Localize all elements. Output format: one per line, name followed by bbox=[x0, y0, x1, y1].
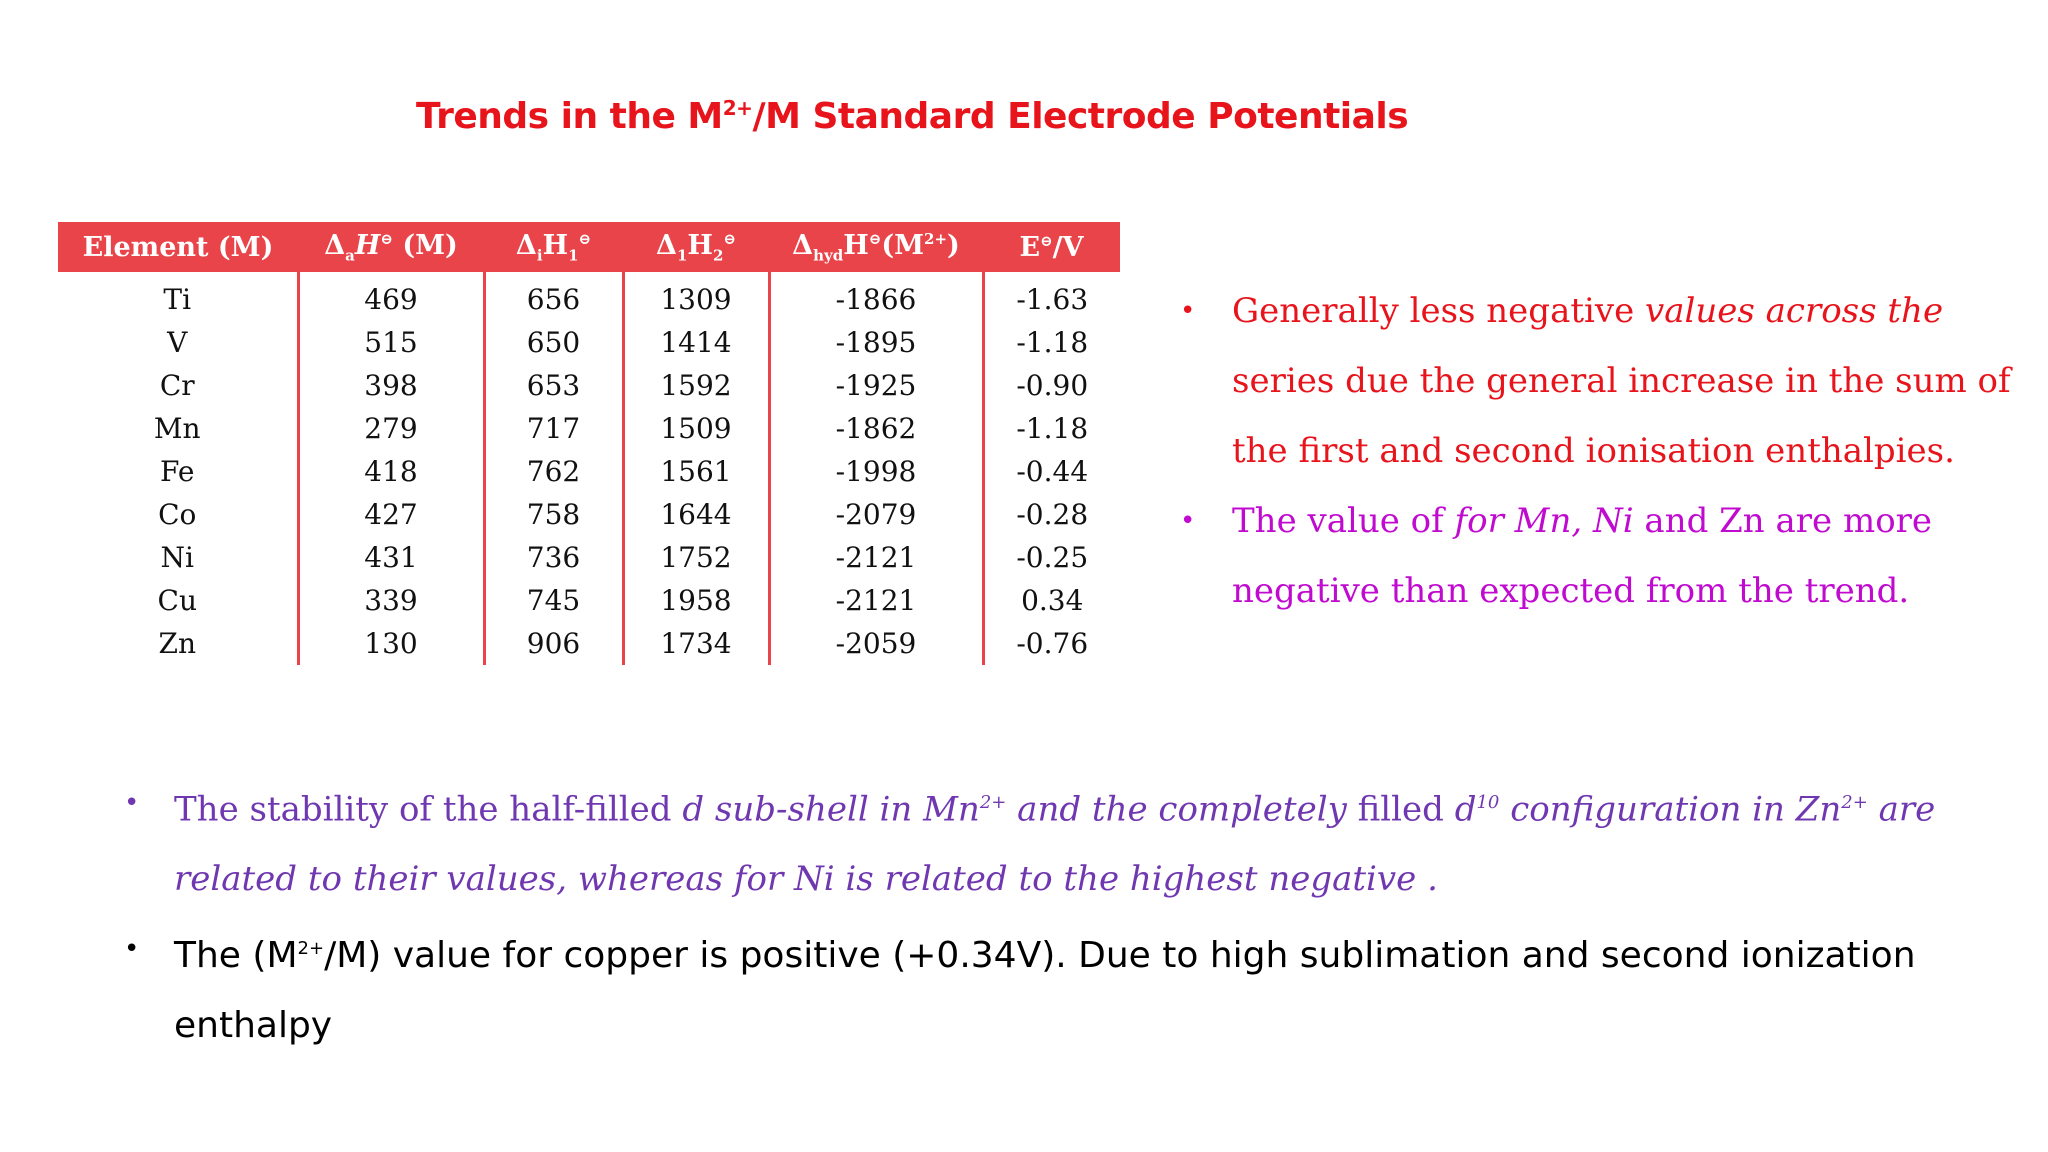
cell-element: Fe bbox=[160, 455, 195, 488]
cell-hydration: -2121 bbox=[769, 536, 983, 579]
cell-element: Cr bbox=[159, 369, 195, 402]
cell-element: Cu bbox=[157, 584, 197, 617]
cell-ionisation-1: 653 bbox=[484, 364, 623, 407]
table-row bbox=[58, 321, 1120, 364]
cell-hydration: -2079 bbox=[769, 493, 983, 536]
cell-potential: -1.63 bbox=[983, 272, 1120, 321]
cell-atomisation: 515 bbox=[298, 321, 484, 364]
cell-potential: 0.34 bbox=[983, 579, 1120, 622]
cell-atomisation: 427 bbox=[298, 493, 484, 536]
table-header-row bbox=[58, 222, 1120, 272]
cell-potential: -1.18 bbox=[983, 321, 1120, 364]
header-potential: E⊖/V bbox=[983, 222, 1120, 272]
bullet-dot: • bbox=[1180, 296, 1196, 326]
cell-element: Ti bbox=[163, 283, 192, 316]
cell-ionisation-1: 906 bbox=[484, 622, 623, 665]
cell-element: Ni bbox=[160, 541, 194, 574]
cell-hydration: -2059 bbox=[769, 622, 983, 665]
electrode-potential-table bbox=[58, 222, 1120, 664]
cell-hydration: -1895 bbox=[769, 321, 983, 364]
cell-atomisation: 279 bbox=[298, 407, 484, 450]
table-row bbox=[58, 493, 1120, 536]
cell-hydration: -1866 bbox=[769, 272, 983, 321]
cell-atomisation: 469 bbox=[298, 272, 484, 321]
cell-ionisation-2: 1561 bbox=[623, 450, 769, 493]
table-row bbox=[58, 579, 1120, 622]
bullet-item-trend: • Generally less negative values across the series due the general increase in the sum of the first and second ionisation enthalpies. bbox=[1180, 276, 2020, 486]
cell-ionisation-2: 1752 bbox=[623, 536, 769, 579]
cell-ionisation-2: 1644 bbox=[623, 493, 769, 536]
cell-ionisation-1: 758 bbox=[484, 493, 623, 536]
table-row bbox=[58, 450, 1120, 493]
cell-ionisation-2: 1414 bbox=[623, 321, 769, 364]
header-ionisation-2: $\Delta_1H_2^⊖$ bbox=[623, 222, 769, 272]
cell-ionisation-2: 1958 bbox=[623, 579, 769, 622]
cell-atomisation: 431 bbox=[298, 536, 484, 579]
cell-hydration: -1998 bbox=[769, 450, 983, 493]
table-row bbox=[58, 536, 1120, 579]
bottom-bullet-list bbox=[124, 768, 2004, 1061]
cell-atomisation: 418 bbox=[298, 450, 484, 493]
bullet-item-copper: • The $(M^{2+}/M)$ value for copper is positive (+0.34V). Due to high sublimation and second ionization enthalpy bbox=[124, 914, 2004, 1061]
cell-element: Zn bbox=[158, 627, 196, 660]
cell-ionisation-2: 1592 bbox=[623, 364, 769, 407]
cell-ionisation-1: 656 bbox=[484, 272, 623, 321]
table-row bbox=[58, 407, 1120, 450]
title-superscript: 2+ bbox=[722, 96, 753, 120]
title-text: Trends in the M bbox=[416, 96, 723, 137]
bullet-dot: • bbox=[1180, 506, 1196, 536]
cell-potential: -0.44 bbox=[983, 450, 1120, 493]
cell-potential: -0.28 bbox=[983, 493, 1120, 536]
cell-ionisation-2: 1509 bbox=[623, 407, 769, 450]
cell-potential: -1.18 bbox=[983, 407, 1120, 450]
cell-potential: -0.76 bbox=[983, 622, 1120, 665]
right-bullet-list bbox=[1180, 276, 2020, 626]
cell-atomisation: 130 bbox=[298, 622, 484, 665]
header-hydration: $\Delta_{hyd}H^⊖(M^{2+})$ bbox=[769, 222, 983, 272]
table-row bbox=[58, 622, 1120, 665]
cell-element: Mn bbox=[153, 412, 201, 445]
title-text-end: /M Standard Electrode Potentials bbox=[752, 96, 1409, 137]
slide-title bbox=[416, 96, 1408, 137]
bullet-dot: • bbox=[124, 934, 140, 965]
cell-element: Co bbox=[158, 498, 197, 531]
cell-element: V bbox=[167, 326, 188, 359]
cell-ionisation-1: 650 bbox=[484, 321, 623, 364]
header-element: Element (M) bbox=[58, 222, 298, 272]
cell-potential: -0.25 bbox=[983, 536, 1120, 579]
cell-potential: -0.90 bbox=[983, 364, 1120, 407]
cell-ionisation-1: 762 bbox=[484, 450, 623, 493]
table-row bbox=[58, 364, 1120, 407]
cell-hydration: -1925 bbox=[769, 364, 983, 407]
header-atomisation: $\Delta_aH^⊖$ (M) bbox=[298, 222, 484, 272]
table-row bbox=[58, 272, 1120, 321]
cell-ionisation-2: 1734 bbox=[623, 622, 769, 665]
cell-ionisation-1: 717 bbox=[484, 407, 623, 450]
cell-ionisation-1: 745 bbox=[484, 579, 623, 622]
cell-atomisation: 398 bbox=[298, 364, 484, 407]
bullet-item-stability: • The stability of the half-filled d sub-shell in $Mn^{2+}$ and the completely filled $d^{10}$ configuration in $Zn^{2+}$ are related to their values, whereas for Ni is related to the highest negative . bbox=[124, 768, 2004, 914]
cell-hydration: -2121 bbox=[769, 579, 983, 622]
bullet-dot: • bbox=[124, 788, 140, 818]
cell-ionisation-1: 736 bbox=[484, 536, 623, 579]
cell-atomisation: 339 bbox=[298, 579, 484, 622]
header-ionisation-1: $\Delta_iH_1^⊖$ bbox=[484, 222, 623, 272]
bullet-item-exceptions: • The value of for Mn, Ni and Zn are more negative than expected from the trend. bbox=[1180, 486, 2020, 626]
cell-hydration: -1862 bbox=[769, 407, 983, 450]
cell-ionisation-2: 1309 bbox=[623, 272, 769, 321]
